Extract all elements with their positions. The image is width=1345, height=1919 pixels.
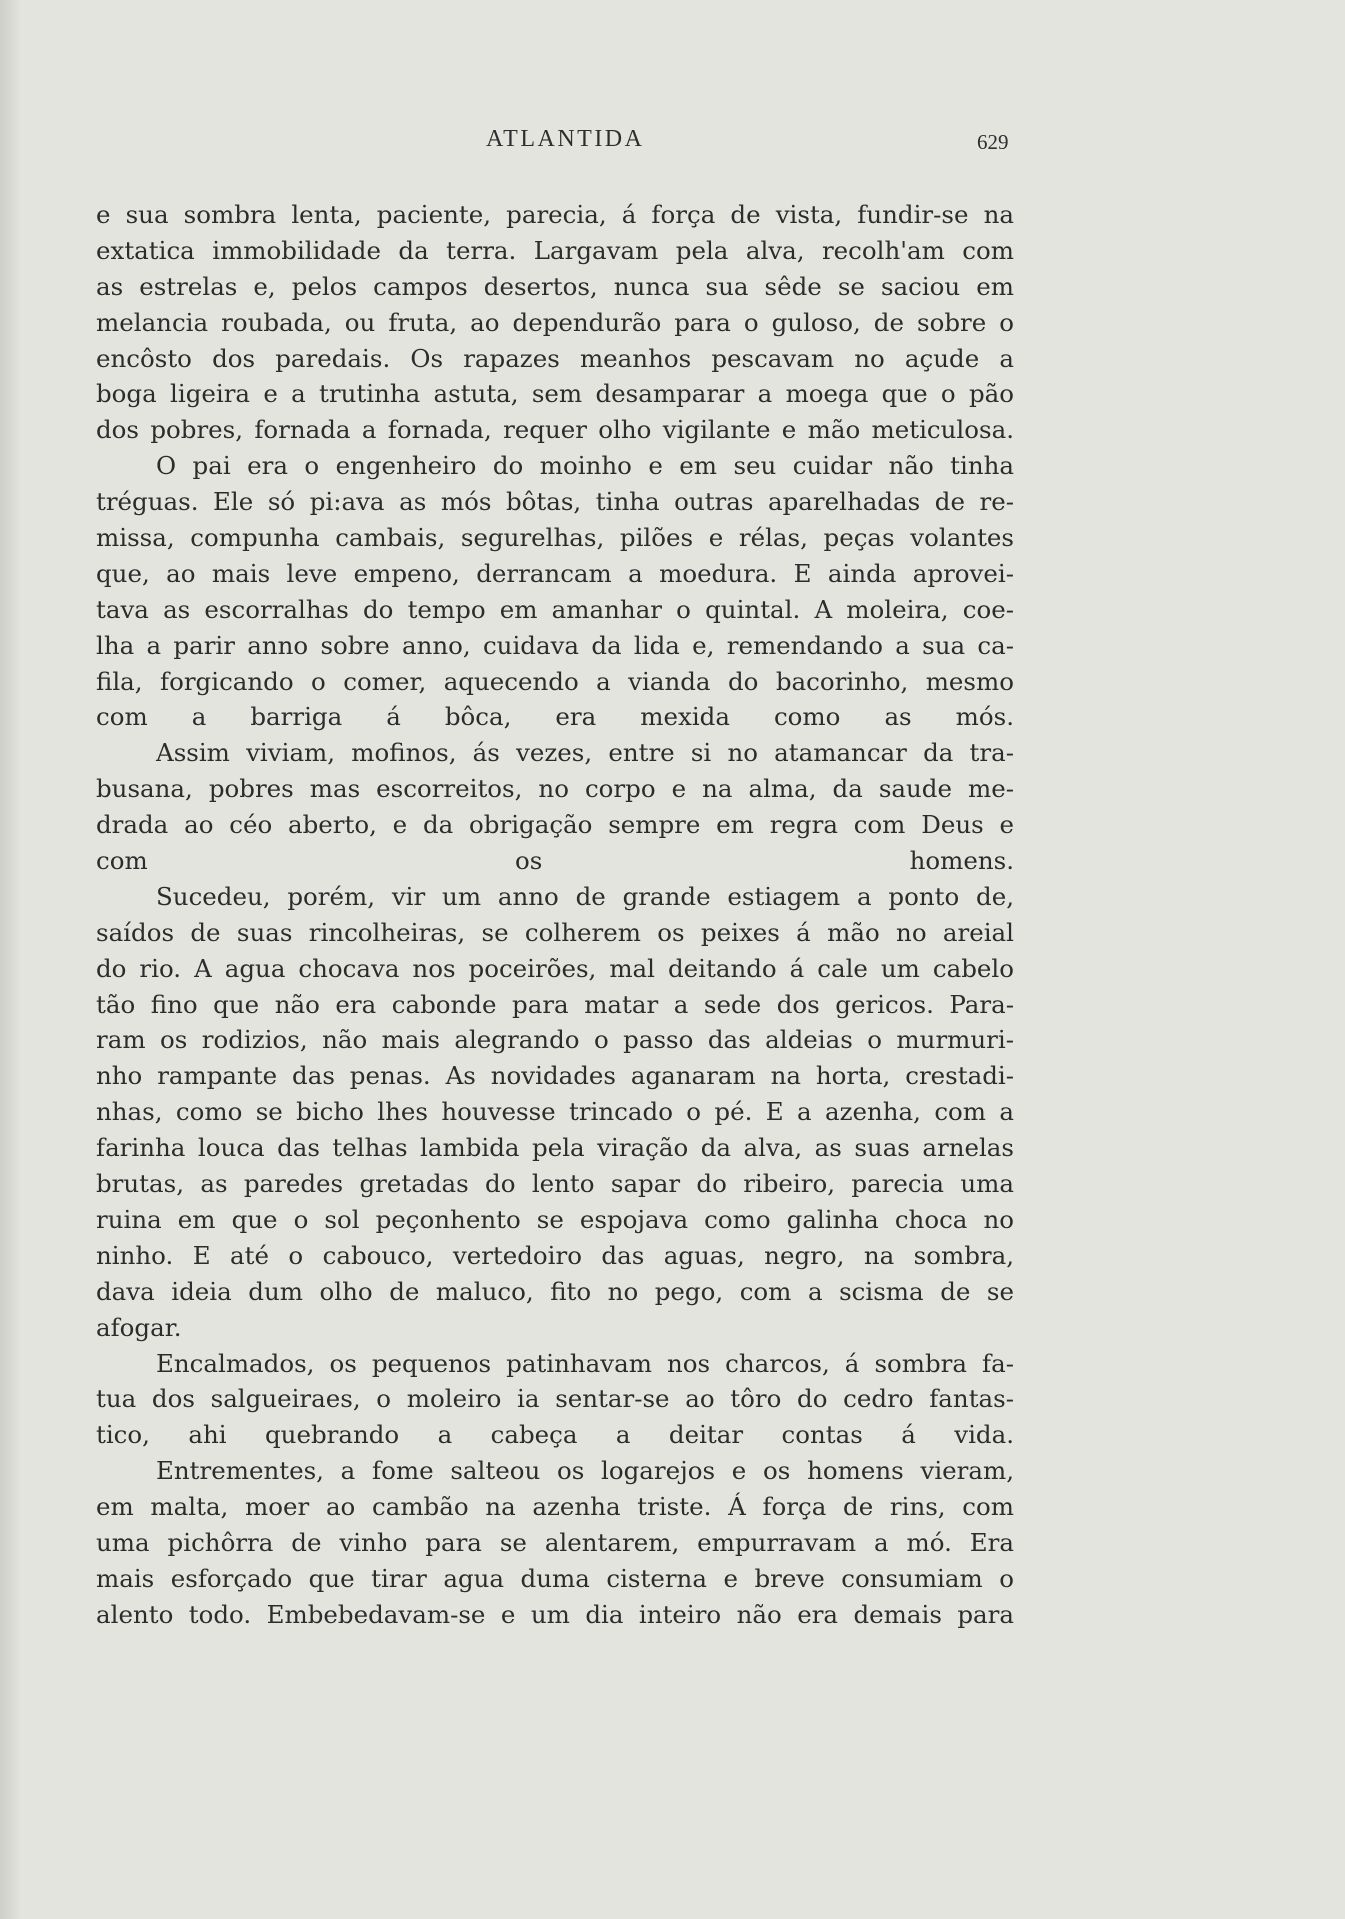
text-line: com a barriga á bôca, era mexida como as mós.	[96, 702, 1014, 732]
text-line: tico, ahi quebrando a cabeça a deitar contas á vida.	[96, 1420, 1014, 1450]
text-line: dava ideia dum olho de maluco, fito no pego, com a scisma de se	[96, 1276, 1014, 1306]
text-line: missa, compunha cambais, segurelhas, pilões e rélas, peças volantes	[96, 523, 1014, 553]
page-number: 629	[977, 130, 1009, 154]
text-line: boga ligeira e a trutinha astuta, sem desamparar a moega que o pão	[96, 379, 1014, 409]
body-text	[96, 197, 1014, 1633]
text-line: saídos de suas rincolheiras, se colherem os peixes á mão no areial	[96, 917, 1014, 947]
text-line: Sucedeu, porém, vir um anno de grande estiagem a ponto de,	[156, 881, 1014, 911]
text-line: nho rampante das penas. As novidades aganaram na horta, crestadi-	[96, 1061, 1014, 1091]
text-line: uma pichôrra de vinho para se alentarem, empurravam a mó. Era	[96, 1527, 1014, 1557]
text-line: ruina em que o sol peçonhento se espojava como galinha choca no	[96, 1204, 1014, 1234]
text-line: Encalmados, os pequenos patinhavam nos charcos, á sombra fa-	[156, 1348, 1014, 1378]
text-line: tréguas. Ele só pi:ava as mós bôtas, tinha outras aparelhadas de re-	[96, 487, 1014, 517]
text-line: afogar.	[96, 1312, 182, 1342]
running-header	[0, 126, 1345, 166]
text-line: com os homens.	[96, 846, 1014, 876]
text-line: ram os rodizios, não mais alegrando o passo das aldeias o murmuri-	[96, 1025, 1014, 1055]
text-line: ninho. E até o cabouco, vertedoiro das aguas, negro, na sombra,	[96, 1240, 1014, 1270]
text-line: busana, pobres mas escorreitos, no corpo e na alma, da saude me-	[96, 774, 1014, 804]
text-line: mais esforçado que tirar agua duma cisterna e breve consumiam o	[96, 1563, 1014, 1593]
text-line: Assim viviam, mofinos, ás vezes, entre si no atamancar da tra-	[156, 738, 1014, 768]
text-line: em malta, moer ao cambão na azenha triste. Á força de rins, com	[96, 1492, 1014, 1522]
text-line: dos pobres, fornada a fornada, requer olho vigilante e mão meticulosa.	[96, 415, 1014, 445]
text-line: brutas, as paredes gretadas do lento sapar do ribeiro, parecia uma	[96, 1169, 1014, 1199]
text-line: tão fino que não era cabonde para matar a sede dos gericos. Para-	[96, 989, 1014, 1019]
text-line: farinha louca das telhas lambida pela viração da alva, as suas arnelas	[96, 1133, 1014, 1163]
running-title: ATLANTIDA	[486, 126, 645, 152]
text-line: alento todo. Embebedavam-se e um dia inteiro não era demais para	[96, 1599, 1014, 1629]
text-line: melancia roubada, ou fruta, ao dependurão para o guloso, de sobre o	[96, 307, 1014, 337]
text-line: as estrelas e, pelos campos desertos, nunca sua sêde se saciou em	[96, 271, 1014, 301]
text-line: e sua sombra lenta, paciente, parecia, á força de vista, fundir-se na	[96, 200, 1014, 229]
text-line: que, ao mais leve empeno, derrancam a moedura. E ainda aprovei-	[96, 558, 1014, 588]
text-line: extatica immobilidade da terra. Largavam pela alva, recolh'am com	[96, 235, 1014, 265]
text-line: O pai era o engenheiro do moinho e em seu cuidar não tinha	[156, 451, 1014, 481]
text-line: drada ao céo aberto, e da obrigação sempre em regra com Deus e	[96, 810, 1014, 840]
text-line: tua dos salgueiraes, o moleiro ia sentar-se ao tôro do cedro fantas-	[96, 1384, 1014, 1414]
text-line: do rio. A agua chocava nos poceirões, mal deitando á cale um cabelo	[96, 953, 1014, 983]
text-line: Entrementes, a fome salteou os logarejos e os homens vieram,	[156, 1456, 1014, 1486]
text-line: nhas, como se bicho lhes houvesse trincado o pé. E a azenha, com a	[96, 1097, 1014, 1127]
text-line: tava as escorralhas do tempo em amanhar o quintal. A moleira, coe-	[96, 594, 1014, 624]
text-line: lha a parir anno sobre anno, cuidava da lida e, remendando a sua ca-	[96, 630, 1014, 660]
text-line: fila, forgicando o comer, aquecendo a vianda do bacorinho, mesmo	[96, 666, 1014, 696]
text-line: encôsto dos paredais. Os rapazes meanhos pescavam no açude a	[96, 343, 1014, 373]
